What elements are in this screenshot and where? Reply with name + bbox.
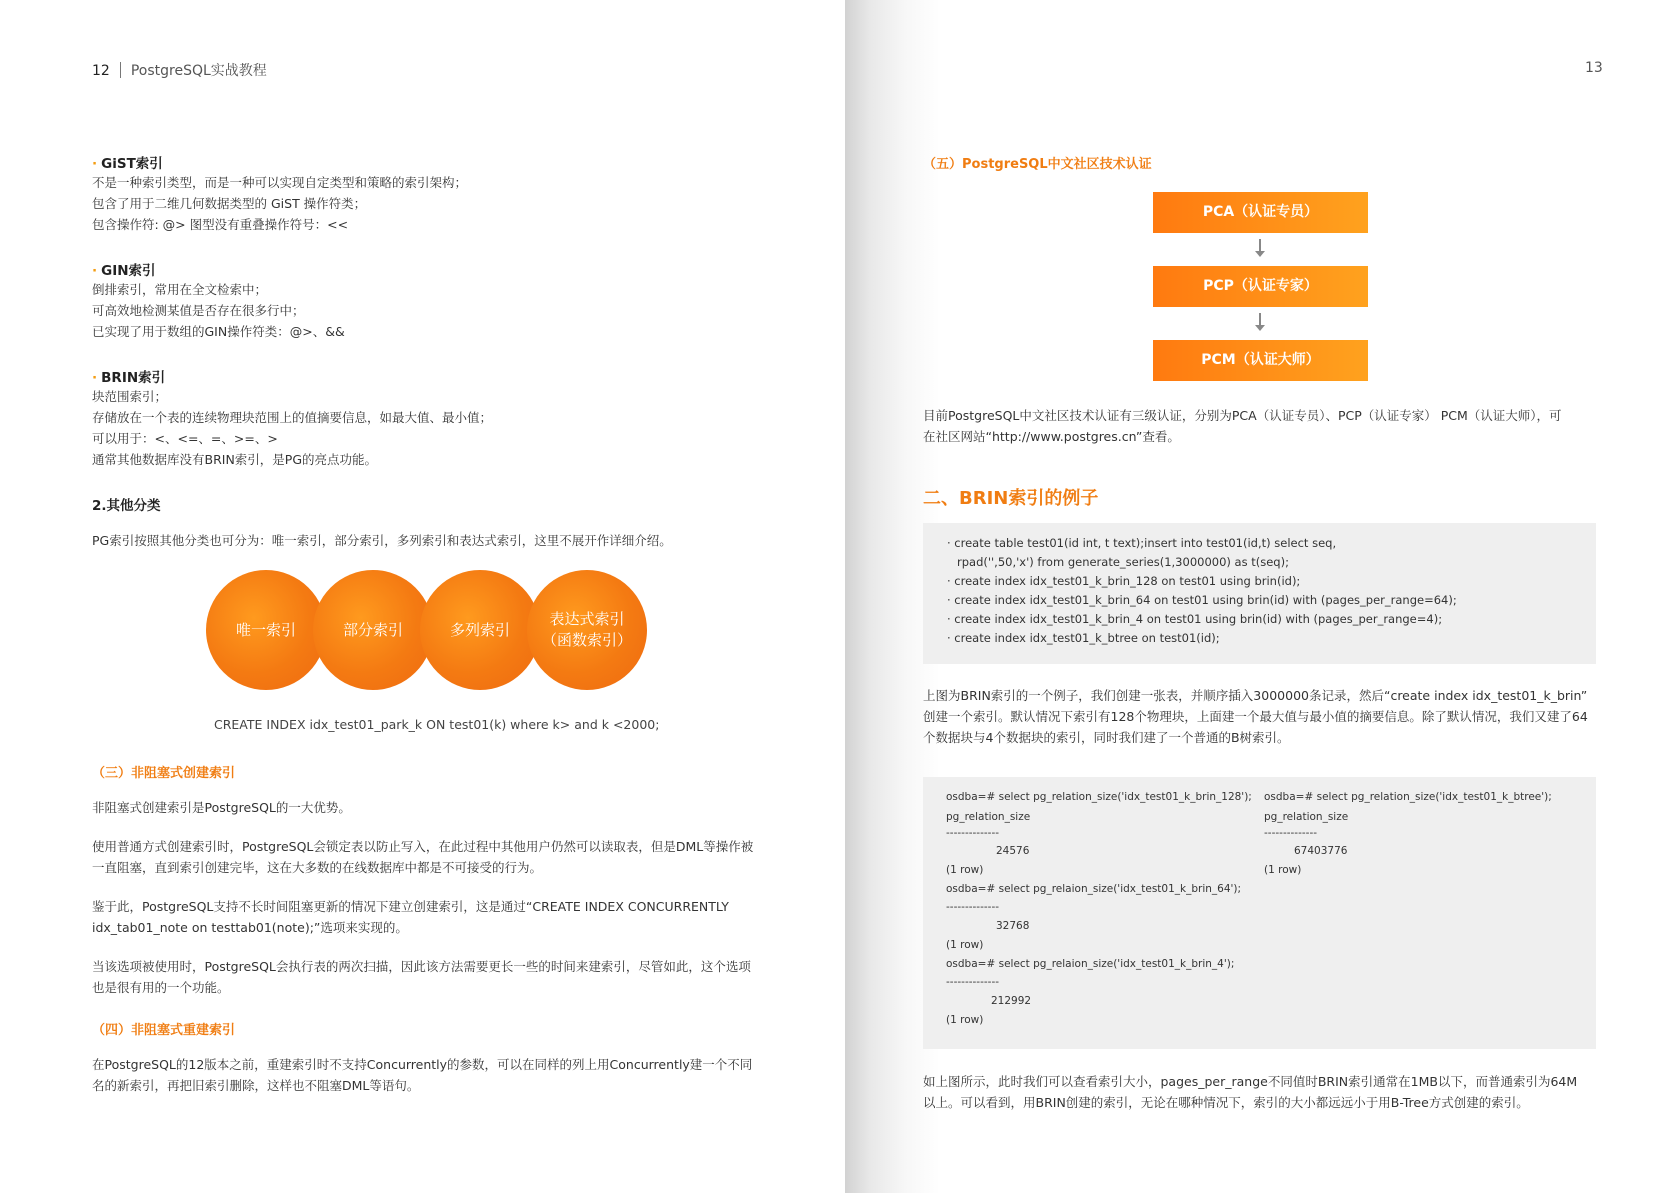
query-line: 32768	[996, 920, 1030, 932]
gist-body	[92, 172, 467, 235]
section3-p2	[92, 836, 753, 878]
circle-label	[542, 609, 632, 651]
gin-heading	[92, 259, 156, 279]
query-line: pg_relation_size	[1264, 811, 1349, 823]
code-line: · create index idx_test01_k_brin_128 on test01 using brin(id);	[947, 574, 1301, 588]
query-line: osdba=# select pg_relation_size('idx_test01_k_brin_128');	[946, 791, 1252, 803]
section3-p4-line: 当该选项被使用时，PostgreSQL会执行表的两次扫描，因此该方法需要更长一些的时间来建索引，尽管如此，这个选项	[92, 959, 751, 974]
query-line: --------------	[946, 901, 1000, 913]
code-line: rpad('',50,'x') from generate_series(1,3000000) as t(seq);	[957, 555, 1289, 569]
gin-body	[92, 279, 345, 342]
code-line: · create index idx_test01_k_brin_4 on test01 using brin(id) with (pages_per_range=4);	[947, 612, 1443, 626]
explain-line: 创建一个索引。默认情况下索引有128个物理块，上面建一个最大值与最小值的摘要信息。除了默认情况，我们又建了64	[923, 709, 1588, 724]
section3-p2-line: 使用普通方式创建索引时，PostgreSQL会锁定表以防止写入，在此过程中其他用户仍然可以读取表，但是DML等操作被	[92, 839, 754, 854]
left-page-number: 12	[92, 63, 110, 79]
cert-description	[923, 405, 1562, 447]
arrow-down-icon	[1259, 313, 1261, 327]
brin-body	[92, 386, 492, 470]
cert-pcp: PCP（认证专家）	[1153, 266, 1368, 307]
brin-line: 块范围索引；	[92, 389, 168, 404]
query-line: osdba=# select pg_relaion_size('idx_test01_k_brin_64');	[946, 883, 1242, 895]
bullet-dot-icon: ·	[92, 156, 98, 172]
explain-line: 上图为BRIN索引的一个例子，我们创建一张表，并顺序插入3000000条记录，然后“create index idx_test01_k_brin”	[923, 688, 1588, 703]
circle-label-line1: 表达式索引	[549, 610, 625, 628]
brin-example-heading: 二、BRIN索引的例子	[923, 488, 1099, 509]
other-class-heading: 2.其他分类	[92, 498, 161, 514]
cert-pca: PCA（认证专员）	[1153, 192, 1368, 233]
gist-line: 包含操作符: @> 图型没有重叠操作符号：<<	[92, 217, 349, 232]
bullet-dot-icon: ·	[92, 263, 98, 279]
brin-line: 可以用于：<、<=、=、>=、>	[92, 431, 278, 446]
gist-line: 不是一种索引类型，而是一种可以实现自定类型和策略的索引架构；	[92, 175, 468, 190]
other-class-intro: PG索引按照其他分类也可分为：唯一索引，部分索引，多列索引和表达式索引，这里不展开作详细介绍。	[92, 533, 672, 548]
section4-title: （四）非阻塞式重建索引	[92, 1023, 236, 1038]
section3-p1: 非阻塞式创建索引是PostgreSQL的一大优势。	[92, 800, 351, 815]
query-line: (1 row)	[946, 939, 984, 951]
section4-p1	[92, 1054, 752, 1096]
cert-desc-line: 目前PostgreSQL中文社区技术认证有三级认证，分别为PCA（认证专员）、PCP（认证专家） PCM（认证大师），可	[923, 408, 1562, 423]
gin-line: 倒排索引，常用在全文检索中；	[92, 282, 268, 297]
section5-title: （五）PostgreSQL中文社区技术认证	[923, 157, 1152, 172]
query-line: 212992	[991, 995, 1032, 1007]
gist-heading	[92, 152, 163, 172]
query-left-column	[946, 791, 1252, 1033]
explain-line: 个数据块与4个数据块的索引，同时我们建了一个普通的B树索引。	[923, 730, 1290, 745]
query-result-box	[923, 777, 1596, 1049]
right-page-number: 13	[1585, 60, 1603, 76]
code-line: · create index idx_test01_k_btree on test01(id);	[947, 631, 1220, 645]
circle-label: 唯一索引	[235, 620, 296, 639]
create-index-caption: CREATE INDEX idx_test01_park_k ON test01(k) where k> and k <2000;	[214, 717, 660, 732]
brin-code-box	[923, 523, 1596, 664]
section4-p1-line: 名的新索引，再把旧索引删除，这样也不阻塞DML等语句。	[92, 1078, 420, 1093]
query-line: 67403776	[1294, 845, 1348, 857]
gist-title: GiST索引	[101, 156, 163, 172]
bullet-dot-icon: ·	[92, 370, 98, 386]
section3-p3-line: idx_tab01_note on testtab01(note);”选项来实现的。	[92, 920, 408, 935]
brin-code	[947, 534, 1457, 648]
section3-p2-line: 一直阻塞，直到索引创建完毕，这在大多数的在线数据库中都是不可接受的行为。	[92, 860, 543, 875]
section3-p4-line: 也是很有用的一个功能。	[92, 980, 230, 995]
cert-desc-line: 在社区网站“http://www.postgres.cn”查看。	[923, 429, 1180, 444]
section3-p3-line: 鉴于此，PostgreSQL支持不长时间阻塞更新的情况下建立创建索引，这是通过“CREATE INDEX CONCURRENTLY	[92, 899, 729, 914]
circle-label: 部分索引	[342, 620, 403, 639]
query-line: osdba=# select pg_relation_size('idx_test01_k_btree');	[1264, 791, 1552, 803]
section3-p3	[92, 896, 729, 938]
query-line: (1 row)	[946, 864, 984, 876]
conclusion-line: 如上图所示，此时我们可以查看索引大小，pages_per_range不同值时BRIN索引通常在1MB以下，而普通索引为64M	[923, 1074, 1578, 1089]
code-line: · create table test01(id int, t text);insert into test01(id,t) select seq,	[947, 536, 1337, 550]
query-line: --------------	[1264, 827, 1318, 839]
brin-explanation	[923, 685, 1588, 748]
arrow-down-icon	[1259, 239, 1261, 253]
code-line: · create index idx_test01_k_brin_64 on test01 using brin(id) with (pages_per_range=64);	[947, 593, 1457, 607]
header-divider	[120, 62, 121, 78]
brin-conclusion	[923, 1071, 1577, 1113]
query-line: osdba=# select pg_relaion_size('idx_test01_k_brin_4');	[946, 958, 1235, 970]
query-line: --------------	[946, 976, 1000, 988]
query-right-column	[1264, 791, 1552, 883]
gin-title: GIN索引	[101, 263, 156, 279]
query-line: (1 row)	[1264, 864, 1302, 876]
brin-line: 存储放在一个表的连续物理块范围上的值摘要信息，如最大值、最小值；	[92, 410, 493, 425]
circle-unique-index	[206, 570, 326, 690]
query-line: 24576	[996, 845, 1030, 857]
brin-title: BRIN索引	[101, 370, 166, 386]
circle-expression-index	[527, 570, 647, 690]
left-running-header	[92, 60, 267, 80]
query-line: --------------	[946, 827, 1000, 839]
gin-line: 已实现了用于数组的GIN操作符类：@>、&&	[92, 324, 345, 339]
circle-label-line2: （函数索引）	[541, 631, 632, 649]
brin-line: 通常其他数据库没有BRIN索引，是PG的亮点功能。	[92, 452, 378, 467]
section3-p4	[92, 956, 751, 998]
circle-partial-index	[313, 570, 433, 690]
query-line: (1 row)	[946, 1014, 984, 1026]
section3-title: （三）非阻塞式创建索引	[92, 766, 236, 781]
conclusion-line: 以上。可以看到，用BRIN创建的索引，无论在哪种情况下，索引的大小都远远小于用B-Tree方式创建的索引。	[923, 1095, 1529, 1110]
book-title: PostgreSQL实战教程	[130, 63, 267, 79]
query-line: pg_relation_size	[946, 811, 1031, 823]
gin-line: 可高效地检测某值是否存在很多行中；	[92, 303, 305, 318]
cert-pcm: PCM（认证大师）	[1153, 340, 1368, 381]
circle-label: 多列索引	[449, 620, 510, 639]
brin-heading	[92, 366, 165, 386]
circle-multicolumn-index	[420, 570, 540, 690]
gist-line: 包含了用于二维几何数据类型的 GiST 操作符类；	[92, 196, 367, 211]
section4-p1-line: 在PostgreSQL的12版本之前，重建索引时不支持Concurrently的参数，可以在同样的列上用Concurrently建一个不同	[92, 1057, 753, 1072]
